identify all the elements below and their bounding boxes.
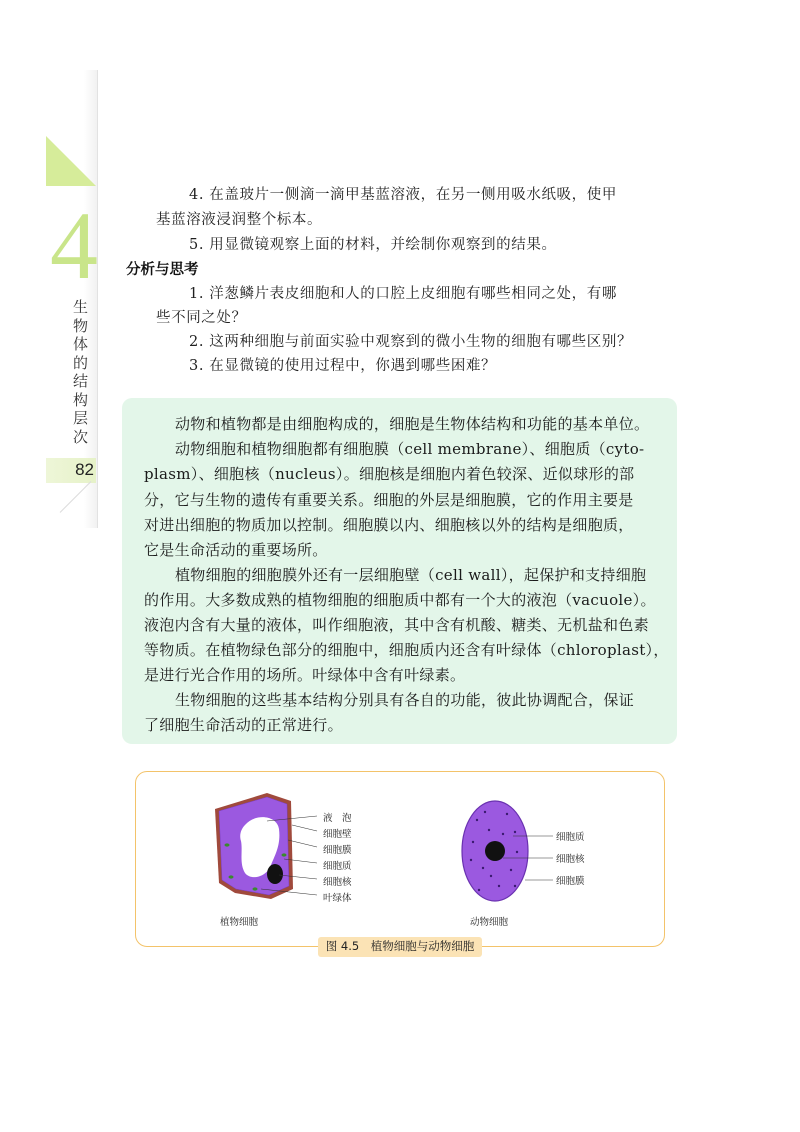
summary-line: plasm）、细胞核（nucleus）。细胞核是细胞内着色较深、近似球形的部 [144, 465, 635, 483]
summary-line: 动物和植物都是由细胞构成的，细胞是生物体结构和功能的基本单位。 [175, 415, 650, 433]
analysis-heading: 分析与思考 [126, 262, 199, 278]
animal-nucleus [485, 841, 505, 861]
summary-line: 它是生命活动的重要场所。 [144, 541, 328, 559]
chloroplast [253, 887, 258, 890]
chloroplast [282, 853, 287, 856]
label-animal-membrane: 细胞膜 [556, 876, 585, 887]
step-4-line-1: 4. 在盖玻片一侧滴一滴甲基蓝溶液，在另一侧用吸水纸吸，使甲 [189, 187, 617, 203]
plant-cell-title: 植物细胞 [220, 917, 259, 928]
animal-cell-diagram [455, 790, 565, 910]
summary-line: 对进出细胞的物质加以控制。细胞膜以内、细胞核以外的结构是细胞质， [144, 516, 634, 534]
label-chloroplast: 叶绿体 [323, 893, 352, 904]
label-cell-membrane: 细胞膜 [323, 845, 352, 856]
summary-line: 的作用。大多数成熟的植物细胞的细胞质中都有一个大的液泡（vacuole）。 [144, 591, 656, 609]
summary-line: 植物细胞的细胞膜外还有一层细胞壁（cell wall），起保护和支持细胞 [175, 566, 647, 584]
label-vacuole: 液 泡 [323, 813, 352, 824]
summary-line: 分，它与生物的遗传有重要关系。细胞的外层是细胞膜，它的作用主要是 [144, 491, 634, 509]
chapter-corner-decoration [46, 136, 96, 186]
plant-cell-diagram [205, 785, 325, 915]
step-5: 5. 用显微镜观察上面的材料，并绘制你观察到的结果。 [189, 237, 557, 253]
label-nucleus: 细胞核 [323, 877, 352, 888]
summary-line: 生物细胞的这些基本结构分别具有各自的功能，彼此协调配合，保证 [175, 691, 635, 709]
question-1-line-2: 些不同之处？ [156, 310, 247, 326]
summary-line: 了细胞生命活动的正常进行。 [144, 716, 343, 734]
label-animal-nucleus: 细胞核 [556, 854, 585, 865]
page-number: 82 [75, 460, 94, 479]
chloroplast [229, 875, 234, 878]
summary-line: 等物质。在植物绿色部分的细胞中，细胞质内还含有叶绿体（chloroplast）， [144, 641, 669, 659]
question-1-line-1: 1. 洋葱鳞片表皮细胞和人的口腔上皮细胞有哪些相同之处，有哪 [189, 286, 617, 302]
figure-caption: 图 4.5 植物细胞与动物细胞 [325, 939, 475, 953]
margin-line [97, 70, 98, 528]
question-2: 2. 这两种细胞与前面实验中观察到的微小生物的细胞有哪些区别？ [189, 334, 633, 350]
summary-line: 动物细胞和植物细胞都有细胞膜（cell membrane）、细胞质（cyto- [175, 440, 645, 458]
label-cell-wall: 细胞壁 [323, 829, 352, 840]
chloroplast [225, 843, 230, 846]
question-3: 3. 在显微镜的使用过程中，你遇到哪些困难？ [189, 358, 497, 374]
animal-cell-title: 动物细胞 [470, 917, 509, 928]
chapter-title: 生物体的结构层次 [73, 298, 89, 446]
summary-line: 液泡内含有大量的液体，叫作细胞液，其中含有机酸、糖类、无机盐和色素 [144, 616, 649, 634]
chapter-number: 4 [50, 192, 98, 299]
summary-line: 是进行光合作用的场所。叶绿体中含有叶绿素。 [144, 666, 466, 684]
plant-nucleus [267, 864, 283, 884]
label-animal-cytoplasm: 细胞质 [556, 832, 585, 843]
label-cytoplasm: 细胞质 [323, 861, 352, 872]
step-4-line-2: 基蓝溶液浸润整个标本。 [156, 212, 323, 228]
